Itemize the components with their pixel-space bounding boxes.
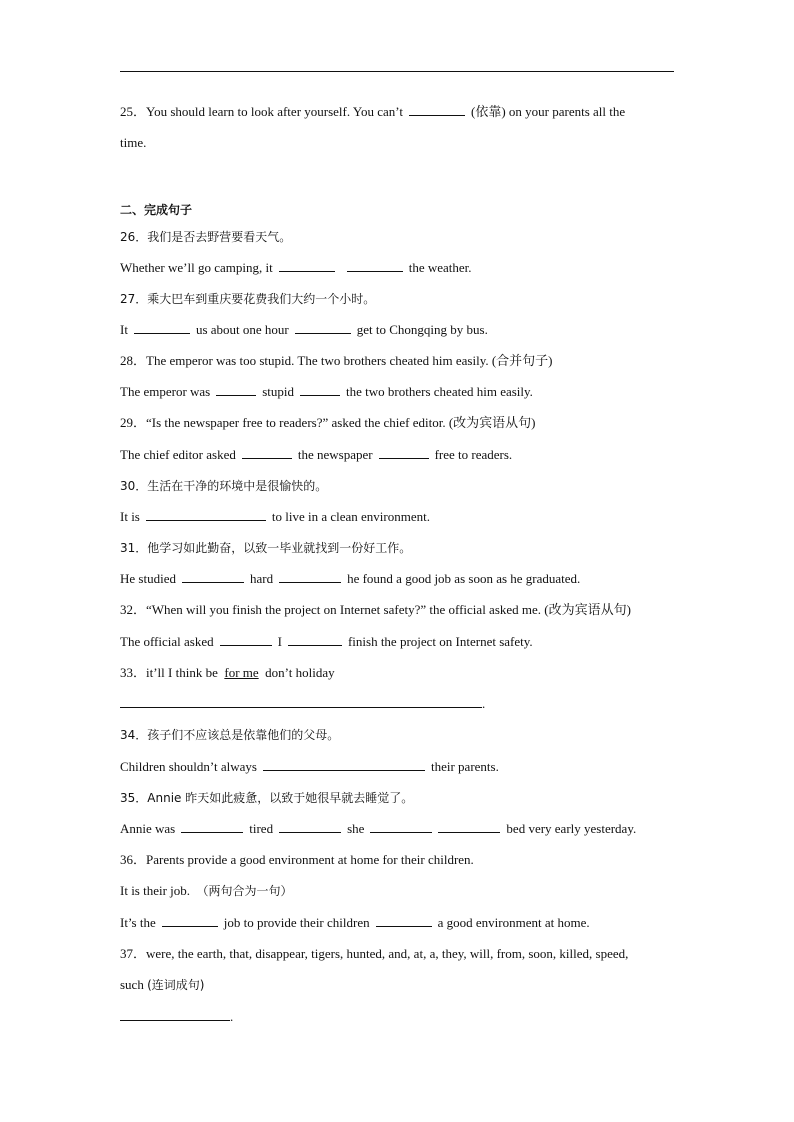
q32-text-c: finish the project on Internet safety. [347, 634, 533, 649]
q31-text-a: He studied [120, 571, 176, 586]
q33-words-b: don’t holiday [265, 665, 335, 680]
q35-prompt: 35．Annie 昨天如此疲惫，以致于她很早就去睡觉了。 [120, 791, 414, 805]
q36-instruction: （两句合为一句） [196, 884, 293, 898]
q36-prompt-2a: It is their job. [120, 883, 191, 898]
q35-text-c: she [347, 821, 365, 836]
q28-text-a: The emperor was [120, 384, 211, 399]
q30-text-b: to live in a clean environment. [271, 509, 430, 524]
q32-blank-2[interactable] [288, 633, 342, 646]
q34-text-b: their parents. [430, 759, 499, 774]
q25-blank[interactable] [409, 103, 465, 116]
q26-prompt: 26．我们是否去野营要看天气。 [120, 230, 292, 244]
q28-blank-2[interactable] [300, 383, 340, 396]
q30-answer-line [120, 508, 430, 526]
q35-blank-1[interactable] [181, 820, 243, 833]
q28-blank-1[interactable] [216, 383, 256, 396]
q35-blank-3[interactable] [370, 820, 432, 833]
q36-answer-line [120, 914, 590, 932]
q31-text-b: hard [249, 571, 274, 586]
q30-blank[interactable] [146, 508, 266, 521]
q25-text-c: time. [120, 135, 147, 150]
q27-text-c: get to Chongqing by bus. [356, 322, 488, 337]
q29-prompt: 29．“Is the newspaper free to readers?” asked the chief editor. (改为宾语从句) [120, 415, 536, 430]
q35-blank-4[interactable] [438, 820, 500, 833]
q29-text-a: The chief editor asked [120, 447, 236, 462]
q37-prompt: 37．were, the earth, that, disappear, tigers, hunted, and, at, a, they, will, from, soon, killed, speed, [120, 946, 629, 961]
q25-line-2 [120, 134, 146, 152]
q25-text: 25．You should learn to look after yourself. You can’t [120, 104, 403, 119]
q36-prompt-2 [120, 882, 293, 900]
q34-text-a: Children shouldn’t always [120, 759, 257, 774]
q32-text-b: I [277, 634, 282, 649]
q29-answer-line [120, 446, 512, 464]
q29-text-b: the newspaper [297, 447, 373, 462]
section-title: 二、完成句子 [120, 203, 193, 217]
q33-words-a: 33．it’ll I think be [120, 665, 218, 680]
q37-prompt-2 [120, 976, 204, 994]
q35-text-a: Annie was [120, 821, 176, 836]
q26-text-b: the weather. [408, 260, 472, 275]
q35-text-b: tired [249, 821, 274, 836]
q36-prompt: 36．Parents provide a good environment at home for their children. [120, 852, 474, 867]
q31-blank-2[interactable] [279, 570, 341, 583]
q27-text-b: us about one hour [195, 322, 289, 337]
q28-prompt: 28．The emperor was too stupid. The two brothers cheated him easily. (合并句子) [120, 353, 553, 368]
q36-blank-1[interactable] [162, 914, 218, 927]
q36-blank-2[interactable] [376, 914, 432, 927]
top-rule [120, 71, 674, 72]
q33-prompt [120, 664, 335, 682]
q30-prompt: 30．生活在干净的环境中是很愉快的。 [120, 479, 328, 493]
q28-text-b: stupid [262, 384, 295, 399]
q34-blank[interactable] [263, 758, 425, 771]
q32-blank-1[interactable] [220, 633, 272, 646]
q37-blank[interactable] [120, 1008, 230, 1021]
q31-prompt: 31．他学习如此勤奋，以致一毕业就找到一份好工作。 [120, 541, 412, 555]
q36-text-a: It’s the [120, 915, 156, 930]
q31-blank-1[interactable] [182, 570, 244, 583]
q28-text-c: the two brothers cheated him easily. [346, 384, 533, 399]
q25-line [120, 103, 625, 121]
q37-period: . [230, 1009, 234, 1024]
q27-prompt: 27．乘大巴车到重庆要花费我们大约一个小时。 [120, 292, 376, 306]
q33-answer-line [120, 695, 485, 713]
q26-blank-2[interactable] [347, 259, 403, 272]
q28-answer-line [120, 383, 533, 401]
q26-text-a: Whether we’ll go camping, it [120, 260, 273, 275]
q25-text-b: (依靠) on your parents all the [470, 104, 626, 119]
q27-answer-line [120, 321, 488, 339]
q33-period: . [482, 696, 486, 711]
q34-prompt: 34．孩子们不应该总是依靠他们的父母。 [120, 728, 340, 742]
q34-answer-line [120, 758, 499, 776]
q32-answer-line [120, 633, 533, 651]
q37-instruction: (连词成句) [147, 978, 205, 992]
q31-text-c: he found a good job as soon as he graduated. [347, 571, 581, 586]
q31-answer-line [120, 570, 580, 588]
q32-text-a: The official asked [120, 634, 214, 649]
q27-text-a: It [120, 322, 128, 337]
q29-text-c: free to readers. [434, 447, 513, 462]
q37-prompt-2a: such [120, 977, 144, 992]
q35-blank-2[interactable] [279, 820, 341, 833]
q33-words-underlined: for me [224, 665, 259, 680]
q30-text-a: It is [120, 509, 140, 524]
q37-answer-line [120, 1008, 233, 1026]
q29-blank-2[interactable] [379, 446, 429, 459]
q32-prompt: 32．“When will you finish the project on Internet safety?” the official asked me. (改为宾语从句) [120, 602, 631, 617]
q36-text-c: a good environment at home. [437, 915, 590, 930]
q35-answer-line [120, 820, 636, 838]
q27-blank-1[interactable] [134, 321, 190, 334]
q36-text-b: job to provide their children [223, 915, 370, 930]
q33-blank[interactable] [120, 695, 482, 708]
q27-blank-2[interactable] [295, 321, 351, 334]
q29-blank-1[interactable] [242, 446, 292, 459]
q26-blank-1[interactable] [279, 259, 335, 272]
q26-answer-line [120, 259, 472, 277]
q35-text-d: bed very early yesterday. [506, 821, 637, 836]
